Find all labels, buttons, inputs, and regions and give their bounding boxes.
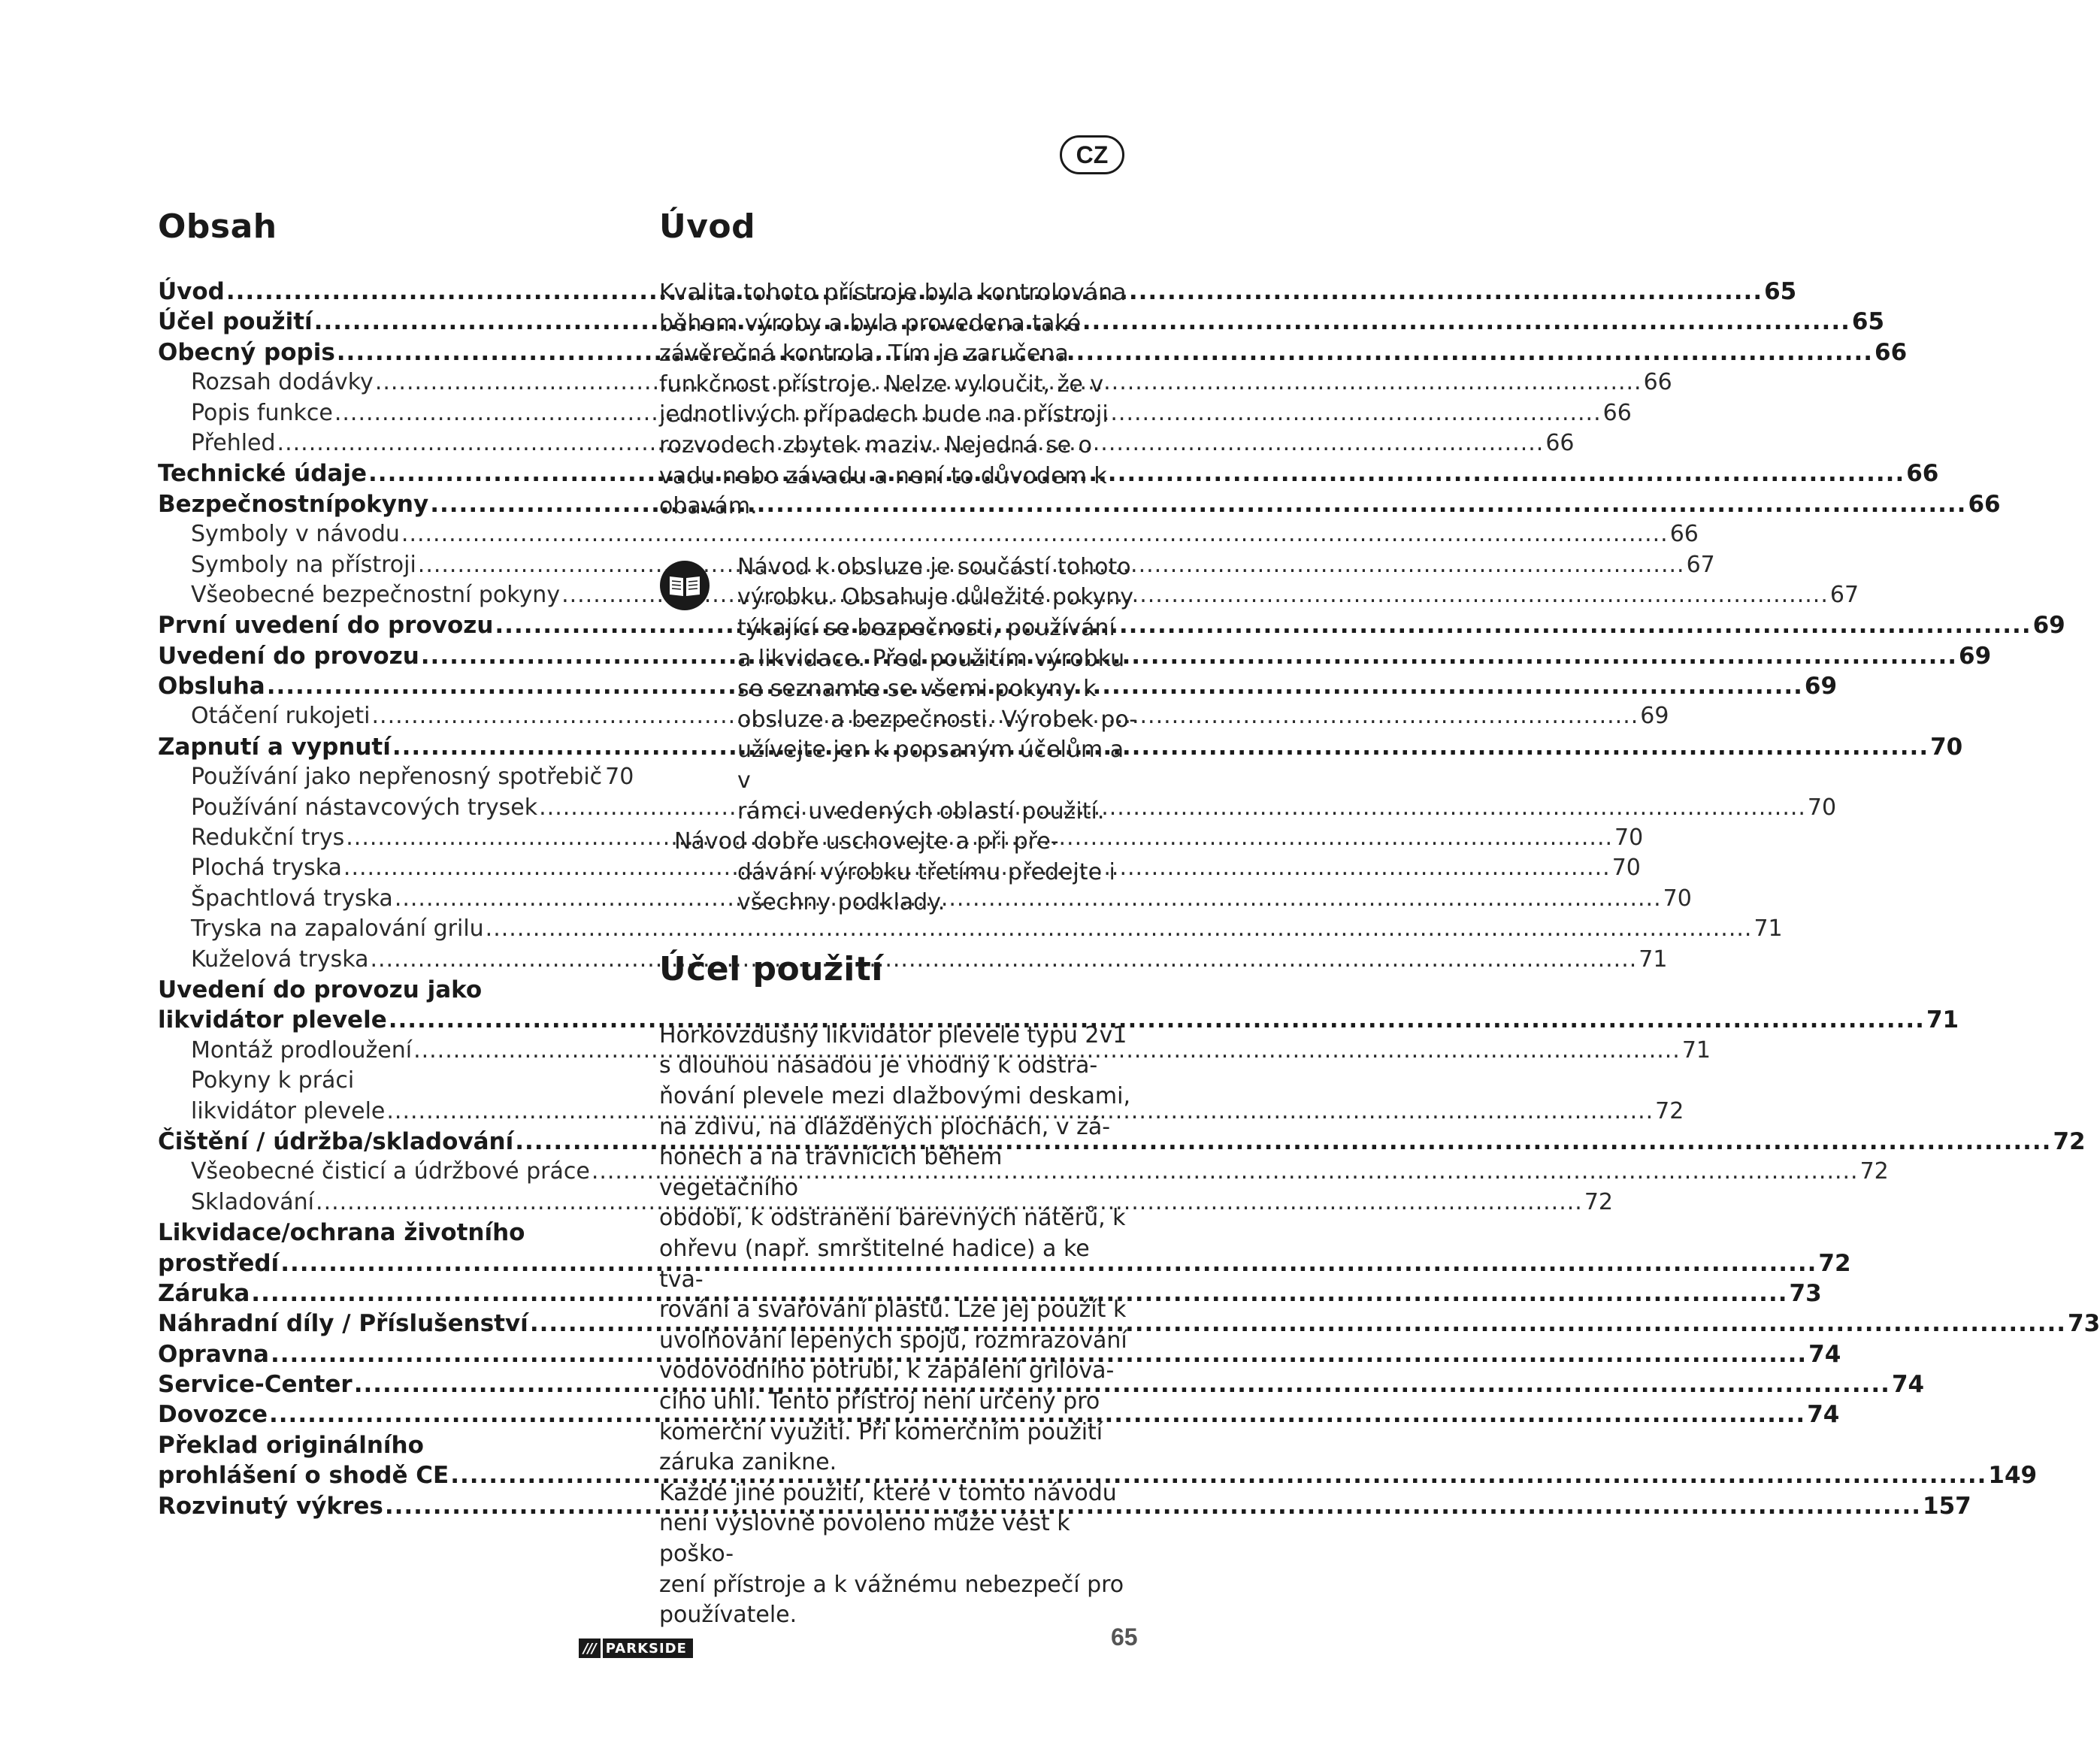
text-line: Návod dobře uschovejte a při pře- bbox=[674, 828, 1059, 855]
text-line: rámci uvedených oblastí použití. bbox=[737, 797, 1105, 825]
toc-entry-text: Dovozce bbox=[158, 1401, 268, 1429]
text-line: používatele. bbox=[659, 1602, 797, 1629]
toc-entry-text: Symboly na přístroji bbox=[191, 551, 416, 578]
toc-entry-page: 70 bbox=[1807, 794, 1837, 821]
toc-entry-page: 74 bbox=[1807, 1401, 1840, 1429]
toc-entry bbox=[158, 914, 1783, 944]
text-line: funkčnost přístroje. Nelze vyloučit, že v bbox=[659, 371, 1104, 398]
text-line: užívejte jen k popsaným účelům a v bbox=[737, 737, 1124, 794]
toc-leader-dots bbox=[392, 732, 1929, 762]
intro-title: Úvod bbox=[659, 207, 756, 246]
toc-leader-dots bbox=[421, 641, 1957, 671]
toc-entry bbox=[158, 1278, 1822, 1309]
toc-entry-text: Popis funkce bbox=[191, 399, 333, 426]
language-badge: CZ bbox=[1060, 135, 1124, 174]
text-line: Horkovzdušný likvidátor plevele typu 2v1 bbox=[659, 1021, 1127, 1048]
toc-entry-text: Opravna bbox=[158, 1340, 269, 1368]
text-line: uvolňování lepených spojů, rozmrazování bbox=[659, 1327, 1127, 1354]
toc-entry bbox=[158, 519, 1699, 549]
toc-entry bbox=[158, 1188, 1613, 1218]
purpose-paragraph bbox=[659, 1021, 1140, 1631]
text-line: obsluze a bezpečnosti. Výrobek po- bbox=[737, 706, 1138, 733]
toc-entry-page: 72 bbox=[1859, 1158, 1889, 1185]
toc-entry bbox=[158, 1127, 2086, 1157]
toc-entry-text: Špachtlová tryska bbox=[191, 885, 393, 912]
toc-entry-page: 66 bbox=[1875, 338, 1908, 366]
toc-entry-text: Účel použití bbox=[158, 308, 313, 336]
toc-entry bbox=[158, 762, 634, 792]
toc-entry bbox=[158, 1218, 624, 1248]
toc-entry-text: Plochá tryska bbox=[191, 855, 342, 882]
page-number: 65 bbox=[1111, 1623, 1138, 1651]
toc-entry-page: 74 bbox=[1808, 1340, 1841, 1368]
text-line: týkající se bezpečnosti, používání bbox=[737, 614, 1115, 641]
toc-entry-page: 69 bbox=[2032, 612, 2065, 640]
toc-entry-text: Přehled bbox=[191, 429, 276, 456]
toc-entry-page: 66 bbox=[1602, 399, 1632, 426]
toc-entry-text: Redukční trys bbox=[191, 825, 345, 852]
toc-entry-page: 69 bbox=[1959, 642, 1992, 670]
toc-entry bbox=[158, 732, 1963, 762]
text-line: vadu nebo závadu a není to důvodem k bbox=[659, 462, 1107, 489]
toc-entry bbox=[158, 1430, 624, 1460]
text-line: na zdivu, na dlážděných plochách, v zá- bbox=[659, 1113, 1111, 1140]
toc-entry-text: Používání nástavcových trysek bbox=[191, 794, 538, 821]
purpose-title: Účel použití bbox=[659, 949, 883, 988]
toc-entry bbox=[158, 975, 624, 1005]
toc-entry-text: likvidátor plevele bbox=[158, 1006, 387, 1034]
text-line: vodovodního potrubí, k zapálení grilova- bbox=[659, 1357, 1115, 1384]
toc-leader-dots bbox=[385, 1491, 1921, 1521]
toc-entry-page: 66 bbox=[1545, 429, 1575, 456]
text-line: Návod k obsluze je součástí tohoto bbox=[737, 553, 1131, 580]
book-icon bbox=[659, 560, 710, 611]
toc-entry-page: 70 bbox=[605, 764, 634, 791]
text-line: závěrečná kontrola. Tím je zaručena bbox=[659, 340, 1069, 368]
toc-entry-text: Úvod bbox=[158, 278, 225, 305]
toc-entry-text: Otáčení rukojeti bbox=[191, 703, 371, 730]
toc-entry-text: likvidátor plevele bbox=[191, 1097, 386, 1124]
logo-stripes: /// bbox=[579, 1638, 601, 1658]
text-line: ňování plevele mezi dlažbovými deskami, bbox=[659, 1083, 1131, 1110]
toc-entry-page: 69 bbox=[1804, 673, 1838, 700]
toc-entry-text: prohlášení o shodě CE bbox=[158, 1462, 449, 1490]
toc-entry-page: 74 bbox=[1891, 1371, 1925, 1399]
toc-entry-text: Všeobecné bezpečnostní pokyny bbox=[191, 581, 561, 608]
notice-text bbox=[737, 552, 1140, 827]
text-line: období, k odstranění barevných nátěrů, k bbox=[659, 1205, 1126, 1232]
toc-entry-text: Tryska na zapalování grilu bbox=[191, 915, 484, 943]
logo-brand: PARKSIDE bbox=[603, 1638, 693, 1658]
manual-notice bbox=[659, 552, 1140, 918]
toc-entry-text: Rozvinutý výkres bbox=[158, 1492, 383, 1520]
toc-entry-text: Používání jako nepřenosný spotřebič bbox=[191, 764, 603, 791]
toc-entry-page: 70 bbox=[1930, 733, 1963, 761]
toc-entry-text: prostředí bbox=[158, 1249, 280, 1277]
toc-entry-page: 73 bbox=[1789, 1279, 1822, 1307]
toc-entry-text: Náhradní díly / Příslušenství bbox=[158, 1310, 528, 1338]
text-line: dávání výrobku třetímu předejte i bbox=[737, 858, 1115, 885]
toc-entry-text: Pokyny k práci bbox=[191, 1067, 355, 1094]
text-line: a likvidace. Před použitím výrobku bbox=[737, 645, 1125, 672]
toc-entry-page: 70 bbox=[1611, 855, 1641, 882]
toc-entry-text: První uvedení do provozu bbox=[158, 612, 494, 640]
text-line: se seznamte se všemi pokyny k bbox=[737, 676, 1097, 703]
toc-entry-page: 71 bbox=[1926, 1006, 1959, 1034]
text-line: rozvodech zbytek maziv. Nejedná se o bbox=[659, 431, 1092, 458]
toc-entry-page: 67 bbox=[1829, 581, 1859, 608]
toc-entry-page: 72 bbox=[1584, 1188, 1613, 1215]
toc-entry-text: Skladování bbox=[191, 1188, 315, 1215]
toc-entry-text: Překlad originálního bbox=[158, 1431, 424, 1459]
toc-entry-text: Obecný popis bbox=[158, 338, 335, 366]
parkside-logo bbox=[579, 1638, 693, 1658]
text-line: komerční využití. Při komerčním použití bbox=[659, 1418, 1103, 1445]
text-line: výrobku. Obsahuje důležité pokyny bbox=[737, 584, 1134, 611]
text-line: všechny podklady. bbox=[737, 889, 946, 916]
content-column bbox=[659, 204, 1140, 1631]
toc-entry bbox=[158, 1066, 624, 1096]
toc-entry-page: 67 bbox=[1686, 551, 1715, 578]
toc-leader-dots bbox=[389, 1005, 1925, 1035]
toc-entry-page: 66 bbox=[1968, 490, 2001, 518]
toc-entry-page: 71 bbox=[1681, 1036, 1711, 1064]
toc-entry-text: Symboly v návodu bbox=[191, 521, 400, 548]
toc-entry-text: Všeobecné čisticí a údržbové práce bbox=[191, 1158, 590, 1185]
toc-entry-text: Service-Center bbox=[158, 1371, 353, 1399]
toc-entry-text: Obsluha bbox=[158, 673, 265, 700]
toc-entry-page: 66 bbox=[1669, 521, 1699, 548]
text-line: záruka zanikne. bbox=[659, 1449, 837, 1476]
toc-entry-page: 72 bbox=[2053, 1127, 2086, 1155]
toc-entry-text: Bezpečnostnípokyny bbox=[158, 490, 429, 518]
toc-entry-text: Uvedení do provozu bbox=[158, 642, 419, 670]
toc-entry-page: 71 bbox=[1639, 946, 1668, 973]
text-line: rování a svařování plastů. Lze jej použít k bbox=[659, 1297, 1127, 1324]
intro-paragraph bbox=[659, 278, 1140, 522]
toc-entry-page: 66 bbox=[1906, 460, 1939, 488]
text-line: Každé jiné použití, které v tomto návodu bbox=[659, 1479, 1117, 1506]
toc-entry-text: Čištění / údržba/skladování bbox=[158, 1127, 514, 1155]
text-line: obavám. bbox=[659, 493, 758, 520]
text-line: není výslovně povoleno může vést k poško- bbox=[659, 1510, 1070, 1567]
text-line: s dlouhou násadou je vhodný k odstra- bbox=[659, 1052, 1098, 1079]
toc-entry-text: Uvedení do provozu jako bbox=[158, 976, 483, 1003]
toc-entry-text: Rozsah dodávky bbox=[191, 369, 374, 396]
notice-tail-text bbox=[674, 827, 1140, 918]
toc-entry-page: 72 bbox=[1655, 1097, 1684, 1124]
toc-entry-page: 69 bbox=[1640, 703, 1669, 730]
toc-entry-text: Montáž prodloužení bbox=[191, 1036, 413, 1064]
toc-entry-page: 66 bbox=[1643, 369, 1672, 396]
toc-entry-page: 149 bbox=[1988, 1462, 2038, 1490]
toc-entry-page: 65 bbox=[1764, 278, 1797, 305]
text-line: jednotlivých případech bude na přístroji bbox=[659, 401, 1109, 428]
toc-entry-text: Technické údaje bbox=[158, 460, 368, 488]
toc-entry-page: 73 bbox=[2068, 1310, 2100, 1338]
text-line: během výroby a byla provedena také bbox=[659, 310, 1082, 337]
toc-entry-page: 72 bbox=[1818, 1249, 1851, 1277]
text-line: ohřevu (např. smrštitelné hadice) a ke tva- bbox=[659, 1236, 1090, 1293]
toc-entry-page: 157 bbox=[1923, 1492, 1971, 1520]
text-line: honech a na trávnících během vegetačního bbox=[659, 1144, 1003, 1201]
toc-entry-page: 65 bbox=[1851, 308, 1885, 336]
toc-entry-page: 70 bbox=[1663, 885, 1692, 912]
toc-entry-text: Kuželová tryska bbox=[191, 946, 369, 973]
toc-entry-text: Záruka bbox=[158, 1279, 250, 1307]
toc-title: Obsah bbox=[158, 207, 277, 246]
text-line: cího uhlí. Tento přístroj není určený pro bbox=[659, 1388, 1100, 1415]
toc-entry-page: 70 bbox=[1614, 825, 1644, 852]
toc-entry-text: Zapnutí a vypnutí bbox=[158, 733, 391, 761]
text-line: zení přístroje a k vážnému nebezpečí pro bbox=[659, 1571, 1124, 1598]
text-line: Kvalita tohoto přístroje byla kontrolována bbox=[659, 280, 1127, 306]
toc-entry-page: 71 bbox=[1754, 915, 1783, 943]
toc-entry-text: Likvidace/ochrana životního bbox=[158, 1219, 525, 1247]
